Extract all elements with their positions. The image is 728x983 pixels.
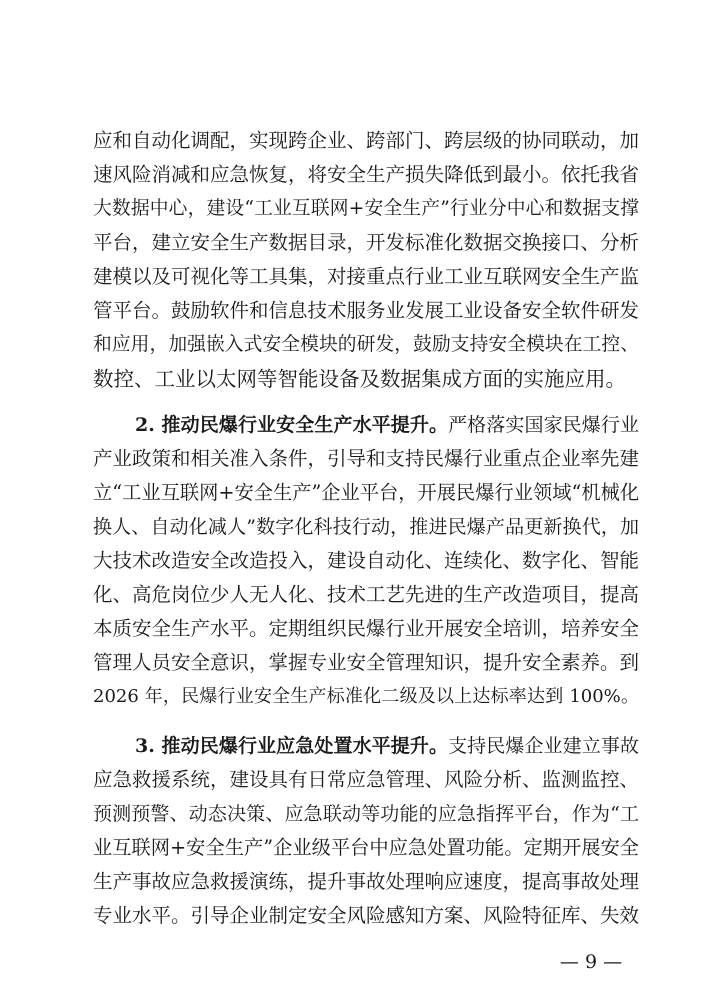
- section-2-line: 化、高危岗位少人无人化、技术工艺先进的生产改造项目，提高: [93, 583, 640, 606]
- section-3-line: 生产事故应急救援演练，提升事故处理响应速度，提高事故处理: [93, 870, 640, 893]
- section-2-line: 本质安全生产水平。定期组织民爆行业开展安全培训，培养安全: [93, 617, 640, 640]
- section-2-heading: 2. 推动民爆行业安全生产水平提升。: [135, 414, 449, 436]
- section-3-heading: 3. 推动民爆行业应急处置水平提升。: [135, 735, 449, 757]
- body-line: 建模以及可视化等工具集，对接重点行业工业互联网安全生产监: [93, 265, 640, 288]
- section-2-line: 管理人员安全意识，掌握专业安全管理知识，提升安全素养。到: [93, 651, 640, 674]
- body-line: 和应用，加强嵌入式安全模块的研发，鼓励支持安全模块在工控、: [93, 334, 639, 355]
- section-2-intro: 严格落实国家民爆行业: [448, 414, 639, 436]
- section-3-line: 应急救援系统，建设具有日常应急管理、风险分析、监测监控、: [93, 768, 640, 791]
- section-2-first-line: [135, 408, 639, 442]
- section-3-line: 业互联网+安全生产”企业级平台中应急处置功能。定期开展安全: [93, 836, 639, 859]
- section-3-line: 预测预警、动态决策、应急联动等功能的应急指挥平台，作为“工: [93, 803, 639, 825]
- section-2-line: 大技术改造安全改造投入，建设自动化、连续化、数字化、智能: [93, 549, 640, 572]
- section-3-first-line: [135, 729, 639, 763]
- section-2-line: 2026 年，民爆行业安全生产标准化二级及以上达标率达到 100%。: [93, 686, 639, 707]
- body-line: 数控、工业以太网等智能设备及数据集成方面的实施应用。: [93, 367, 626, 391]
- page-number: — 9 —: [559, 951, 623, 973]
- section-3-intro: 支持民爆企业建立事故: [448, 735, 639, 757]
- section-2-line: 产业政策和相关准入条件，引导和支持民爆行业重点企业率先建: [93, 447, 640, 470]
- section-2-line: 立“工业互联网+安全生产”企业平台，开展民爆行业领域“机械化: [93, 481, 640, 504]
- section-3-line: 专业水平。引导企业制定安全风险感知方案、风险特征库、失效: [93, 904, 640, 927]
- body-line: 平台，建立安全生产数据目录，开发标准化数据交换接口、分析: [93, 231, 640, 254]
- section-2-line: 换人、自动化减人”数字化科技行动，推进民爆产品更新换代，加: [93, 516, 639, 538]
- body-line: 速风险消减和应急恢复，将安全生产损失降低到最小。依托我省: [93, 163, 640, 186]
- body-line: 管平台。鼓励软件和信息技术服务业发展工业设备安全软件研发: [93, 299, 640, 322]
- body-line: 大数据中心，建设“工业互联网+安全生产”行业分中心和数据支撑: [93, 198, 639, 219]
- body-line: 应和自动化调配，实现跨企业、跨部门、跨层级的协同联动，加: [93, 129, 640, 152]
